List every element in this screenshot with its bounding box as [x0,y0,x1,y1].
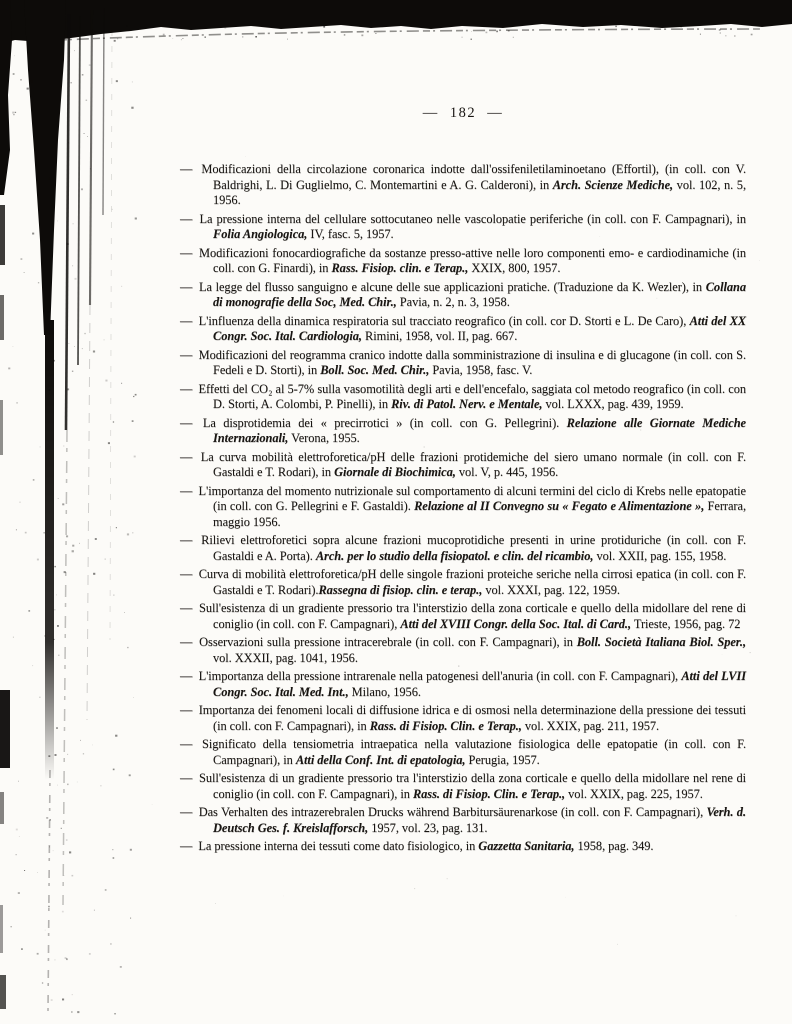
bibliography-entry [180,805,746,836]
entry-dash-marker: — [180,635,197,649]
bibliography-entry [180,839,746,855]
entry-journal-title: Relazione al II Convegno su « Fegato e Alimentazione », [414,499,705,513]
entry-text: vol. XXIX, pag. 225, 1957. [565,786,703,801]
entry-dash-marker: — [180,483,196,498]
entry-journal-title: Giornale di Biochimica, [334,465,456,479]
entry-dash-marker: — [180,347,196,362]
bibliography-entry [180,771,746,802]
bibliography-entry [180,601,746,632]
page-number: — 182 — [422,105,504,121]
bibliography-entry [180,212,746,243]
entry-dash-marker: — [180,162,199,176]
entry-text: vol. LXXX, pag. 439, 1959. [542,397,684,411]
entry-text: La pressione interna dei tessuti come dato fisiologico, in [198,839,479,853]
entry-journal-title: Folia Angiologica, [213,227,308,241]
entry-text: vol. XXII, pag. 155, 1958. [593,548,727,563]
entry-journal-title: Rassegna di fisiop. clin. e terap., [318,582,483,597]
entry-journal-title: Verh. d. Deutsch Ges. f. Kreislafforsch, [213,805,746,835]
entry-dash-marker: — [180,703,196,717]
bibliography-entry [180,382,746,413]
entry-dash-marker: — [180,839,196,853]
entry-text: Milano, 1956. [348,684,421,699]
scan-artifact-top-fray [60,29,762,40]
entry-dash-marker: — [180,567,196,581]
bibliography-entry [180,280,746,311]
entry-text: Modificazioni fonocardiografiche da sostanze presso-attive nelle loro componenti emo- e cardiodinamiche (in coll. con G. Finardi), in [199,245,746,275]
entry-text: Pavia, n. 2, n. 3, 1958. [396,295,510,309]
entry-text: L'importanza del momento nutrizionale sul comportamento di alcuni termini del ciclo di Krebs nelle epatopatie (in coll. con G. Pellegrini e F. Gastaldi). [198,483,746,513]
entry-journal-title: Atti del LVII Congr. Soc. Ital. Med. Int., [213,669,746,699]
bibliography-entry [180,450,746,481]
scan-artifact-streaks [48,8,112,1012]
entry-dash-marker: — [180,805,196,819]
entry-journal-title: Atti del XX Congr. Soc. Ital. Cardiologia, [213,313,746,343]
entry-text: La pressione interna del cellulare sottocutaneo nelle vascolopatie periferiche (in coll. con F. Campagnari), in [199,211,746,226]
entry-journal-title: Arch. Scienze Mediche, [552,177,674,192]
bibliography-entry [180,416,746,447]
scan-artifact-left-band [24,0,66,335]
entry-text: XXIX, 800, 1957. [468,261,561,275]
entry-journal-title: Riv. di Patol. Nerv. e Mentale, [391,397,543,411]
scan-artifact-left-tail [45,320,54,780]
entry-text: Rilievi elettroforetici sopra alcune frazioni mucoprotidiche presenti in urine protiduriche (in coll. con F. Gastaldi e A. Porta). [201,533,746,563]
entry-journal-title: Boll. Società Italiana Biol. Sper., [576,635,746,649]
entry-text: L'influenza della dinamica respiratoria sul tracciato reografico (in coll. cor D. Storti e L. De Caro), [198,313,690,328]
entry-text: 1957, vol. 23, pag. 131. [368,820,488,835]
bibliography-entry [180,567,746,598]
entry-journal-title: Atti della Conf. Int. di epatologia, [295,752,466,767]
entry-text: Modificazioni della circolazione coronarica indotte dall'ossifeniletilaminoetano (Effortil), (in coll. con V. Baldrighi, L. Di Guglielmo, C. Montemartini e A. G. Calderoni), in [201,162,746,192]
entry-text: vol. XXIX, pag. 211, 1957. [521,718,660,733]
bibliography-entry [180,703,746,734]
entry-dash-marker: — [180,601,197,615]
entry-dash-marker: — [180,771,197,785]
entry-text: Verona, 1955. [288,431,360,445]
entry-text: Trieste, 1956, pag. 72 [631,616,741,631]
entry-text: La curva mobilità elettroforetica/pH delle frazioni protidemiche del siero umano normale (in coll. con F. Gastaldi e T. Rodari), in [200,449,747,479]
entry-journal-title: Boll. Soc. Med. Chir., [320,363,430,377]
entry-text: Das Verhalten des intrazerebralen Drucks während Barbitursäurenarkose (in coll. con F. Campagnari), [198,805,707,819]
scan-artifact-edge [0,0,12,195]
entry-text: vol. XXXI, pag. 122, 1959. [482,582,620,597]
entry-journal-title: Rass. Fisiop. clin. e Terap., [331,261,469,275]
entry-text: Sull'esistenza di un gradiente pressorio tra l'interstizio della zona corticale e quello della midollare del rene di coniglio (in coll. con F. Campagnari), [199,601,746,631]
bibliography-entry [180,162,746,209]
scan-artifact-top-band [0,0,792,44]
entry-dash-marker: — [180,415,200,430]
entry-dash-marker: — [180,279,196,294]
bibliography-entry [180,484,746,531]
entry-dash-marker: — [180,381,196,396]
entry-text: Perugia, 1957. [465,752,540,767]
entry-text: 1958, pag. 349. [574,839,654,853]
entry-text: Curva di mobilità elettroforetica/pH delle singole frazioni proteiche seriche nella cirrosi epatica (in coll. con F. Gastaldi e T. Rodari). [198,567,746,597]
entry-text: La legge del flusso sanguigno e alcune delle sue applicazioni pratiche. (Traduzione da K. Wezler), in [198,279,706,294]
bibliography-entry [180,348,746,379]
bibliography-entry [180,669,746,700]
entry-text: Effetti del CO₂ al 5-7% sulla vasomotilità degli arti e dell'encefalo, saggiata col metodo reografico (in coll. con D. Storti, A. Colombi, P. Pinelli), in [198,381,746,411]
entry-journal-title: Atti del XVIII Congr. della Soc. Ital. di Card., [400,616,632,631]
entry-journal-title: Arch. per lo studio della fisiopatol. e clin. del ricambio, [315,548,594,563]
entry-journal-title: Collana di monografie della Soc, Med. Chir., [213,279,746,309]
entry-text: vol. XXXII, pag. 1041, 1956. [213,650,358,665]
entry-dash-marker: — [180,313,196,328]
entry-text: Rimini, 1958, vol. II, pag. 667. [361,329,518,343]
entry-text: Ferrara, maggio 1956. [213,499,747,529]
entry-text: La disprotidemia dei « precirrotici » (in coll. con G. Pellegrini). [202,415,567,430]
entry-journal-title: Rass. di Fisiop. Clin. e Terap., [369,718,522,733]
entry-dash-marker: — [180,669,196,683]
bibliography-entry [180,533,746,564]
bibliography-entry [180,246,746,277]
bibliography-list [180,162,746,858]
entry-text: Sull'esistenza di un gradiente pressorio tra l'interstizio della zona corticale e quello della midollare nel rene di coniglio (in coll. con F. Campagnari), in [199,771,746,801]
entry-text: Pavia, 1958, fasc. V. [429,363,533,377]
entry-dash-marker: — [180,449,198,464]
entry-text: IV, fasc. 5, 1957. [307,227,394,241]
entry-text: vol. V, p. 445, 1956. [455,465,559,479]
entry-text: Modificazioni del reogramma cranico indotte dalla somministrazione di insulina e di glucagone (in coll. con S. Fedeli e D. Storti), in [198,347,747,377]
entry-text: L'importanza della pressione intrarenale nella patogenesi dell'anuria (in coll. con F. Campagnari), [198,669,682,683]
entry-journal-title: Gazzetta Sanitaria, [478,839,575,853]
entry-dash-marker: — [180,245,197,260]
entry-dash-marker: — [180,533,199,547]
entry-text: Importanza dei fenomeni locali di diffusione idrica e di osmosi nella determinazione della pressione dei tessuti (in coll. con F. Campagnari), in [198,703,747,733]
entry-text: Significato della tensiometria intraepatica nella valutazione fisiologica delle epatopatie (in coll. con F. Campagnari), in [202,737,746,767]
entry-journal-title: Relazione alle Giornate Mediche Internazionali, [213,415,746,445]
bibliography-entry [180,635,746,666]
entry-journal-title: Rass. di Fisiop. Clin. e Terap., [412,786,566,801]
bibliography-entry [180,737,746,768]
bibliography-entry [180,314,746,345]
entry-dash-marker: — [180,211,197,226]
entry-dash-marker: — [180,737,200,751]
entry-text: Osservazioni sulla pressione intracerebrale (in coll. con F. Campagnari), in [199,635,577,649]
entry-text: vol. 102, n. 5, 1956. [213,177,746,207]
